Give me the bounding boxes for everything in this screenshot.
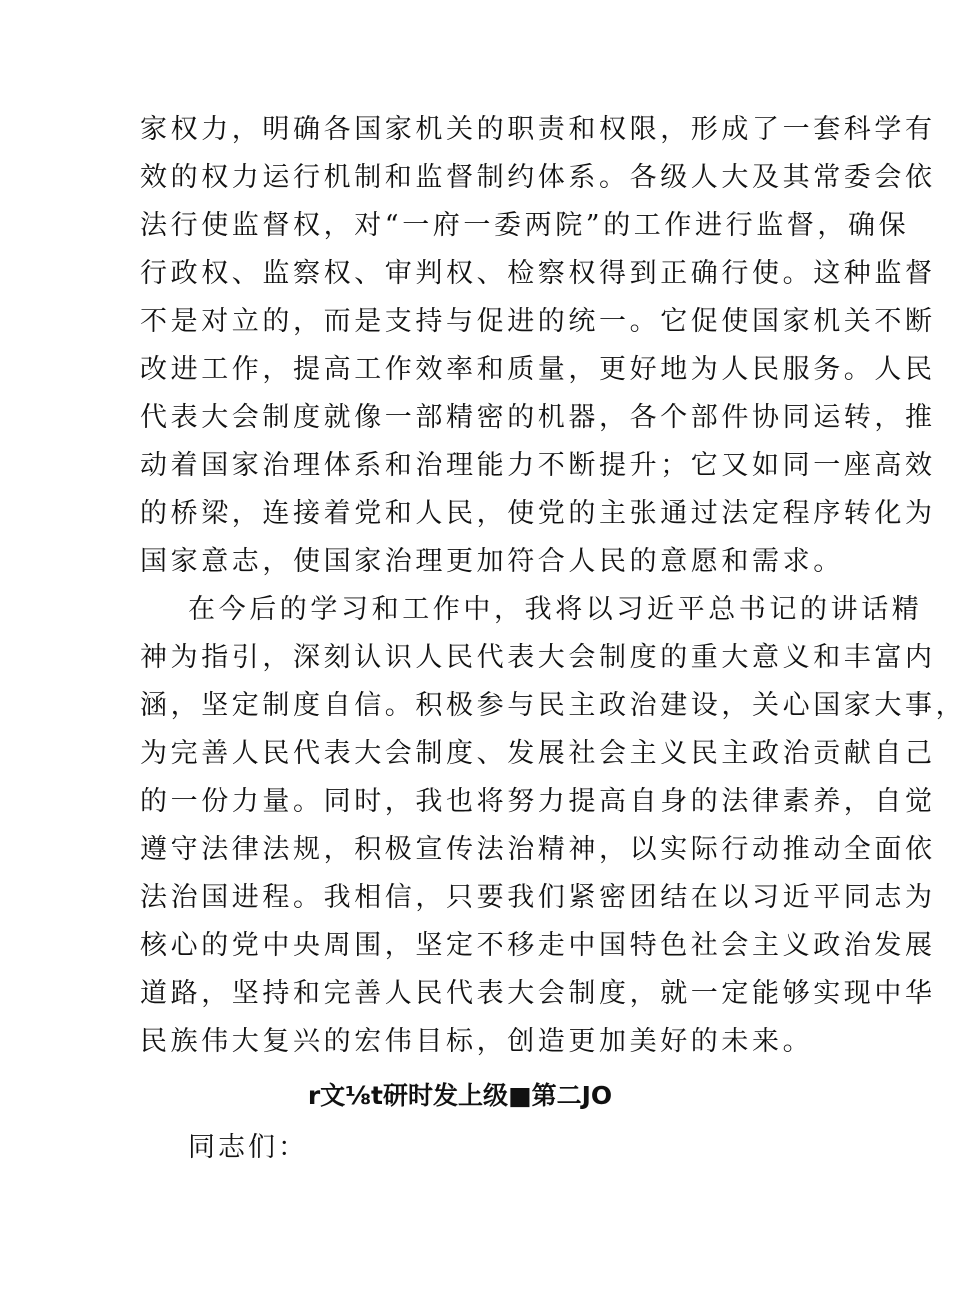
- paragraph-2-line-7: 法治国进程。我相信，只要我们紧密团结在以习近平同志为: [140, 882, 936, 913]
- paragraph-2-line-10: 民族伟大复兴的宏伟目标，创造更加美好的未来。: [140, 1026, 814, 1057]
- paragraph-1-line-1: 家权力，明确各国家机关的职责和权限，形成了一套科学有: [140, 114, 936, 145]
- section-heading: r文⅛t研时发上级■第二JO: [307, 1081, 613, 1110]
- paragraph-2-line-2: 神为指引，深刻认识人民代表大会制度的重大意义和丰富内: [140, 642, 936, 673]
- paragraph-1-line-9: 的桥梁，连接着党和人民，使党的主张通过法定程序转化为: [140, 498, 936, 529]
- paragraph-1-line-5: 不是对立的，而是支持与促进的统一。它促使国家机关不断: [140, 306, 936, 337]
- paragraph-2-line-1: 在今后的学习和工作中，我将以习近平总书记的讲话精: [188, 594, 923, 625]
- paragraph-1-line-6: 改进工作，提高工作效率和质量，更好地为人民服务。人民: [140, 354, 936, 385]
- paragraph-1-line-8: 动着国家治理体系和治理能力不断提升；它又如同一座高效: [140, 450, 936, 481]
- paragraph-1-line-3: 法行使监督权，对“一府一委两院”的工作进行监督，确保: [140, 210, 910, 241]
- paragraph-2-line-8: 核心的党中央周围，坚定不移走中国特色社会主义政治发展: [140, 930, 936, 961]
- paragraph-1-line-10: 国家意志，使国家治理更加符合人民的意愿和需求。: [140, 546, 844, 577]
- paragraph-2-line-5: 的一份力量。同时，我也将努力提高自身的法律素养，自觉: [140, 786, 936, 817]
- salutation: 同志们：: [188, 1132, 308, 1163]
- paragraph-1-line-4: 行政权、监察权、审判权、检察权得到正确行使。这种监督: [140, 258, 936, 289]
- paragraph-2-line-9: 道路，坚持和完善人民代表大会制度，就一定能够实现中华: [140, 978, 936, 1009]
- paragraph-2-line-4: 为完善人民代表大会制度、发展社会主义民主政治贡献自己: [140, 738, 936, 769]
- paragraph-2-line-6: 遵守法律法规，积极宣传法治精神，以实际行动推动全面依: [140, 834, 936, 865]
- paragraph-1-line-2: 效的权力运行机制和监督制约体系。各级人大及其常委会依: [140, 162, 936, 193]
- paragraph-1-line-7: 代表大会制度就像一部精密的机器，各个部件协同运转，推: [140, 402, 936, 433]
- paragraph-2-line-3: 涵，坚定制度自信。积极参与民主政治建设，关心国家大事，: [140, 690, 966, 721]
